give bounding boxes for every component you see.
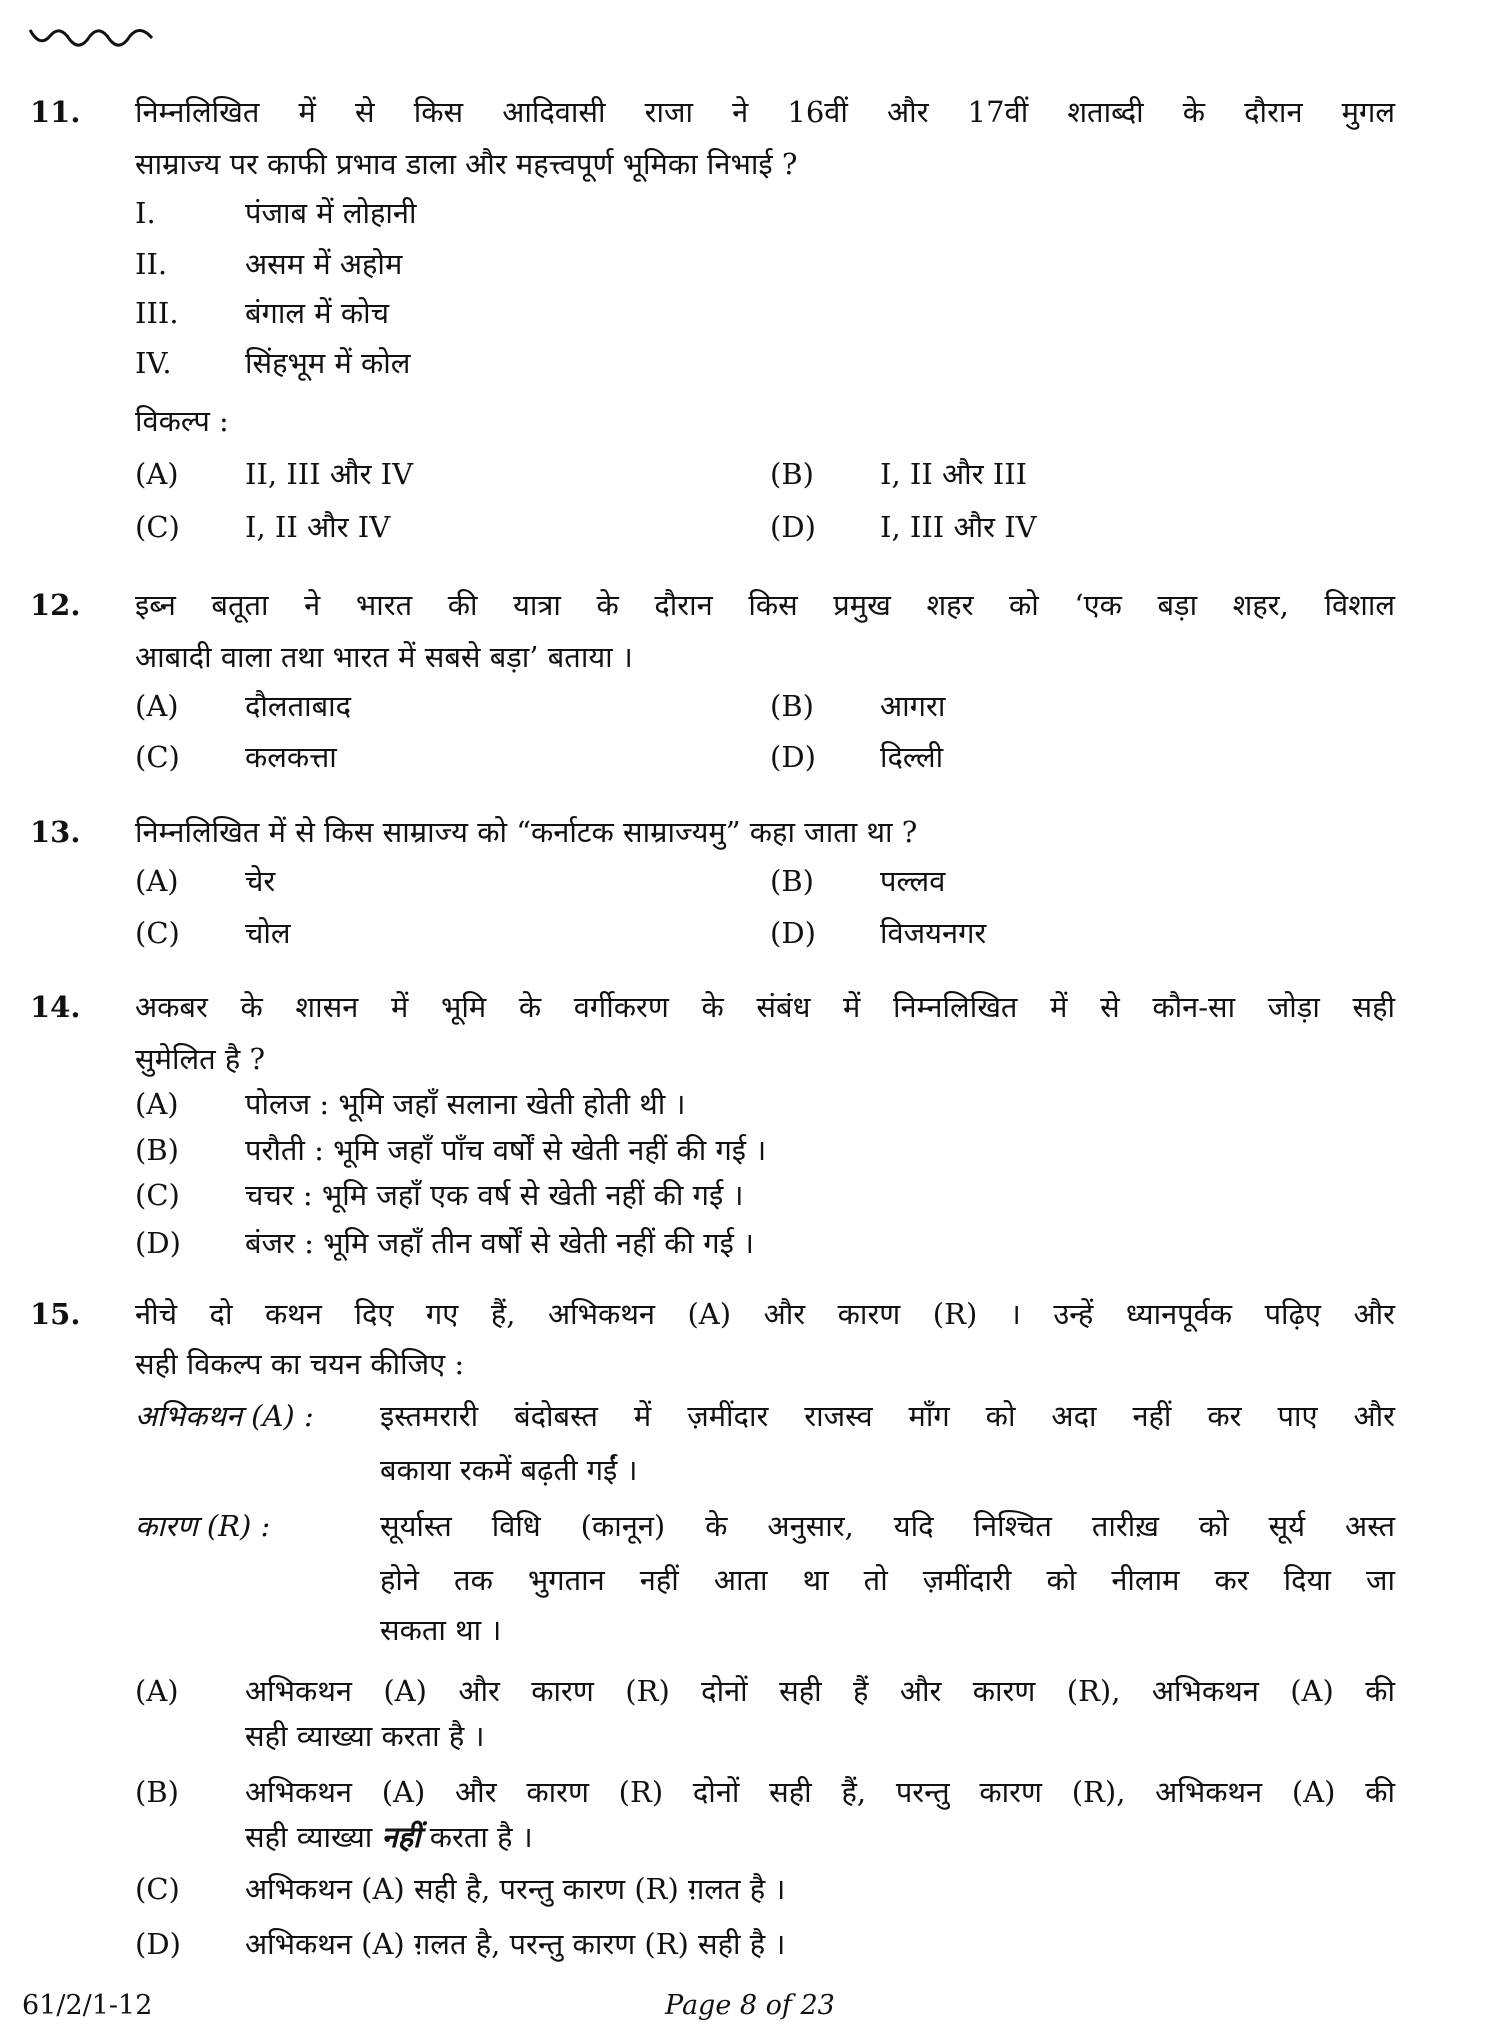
option-text: अभिकथन (A) और कारण (R) दोनों सही हैं और कारण (R), अभिकथन (A) की [245, 1674, 1395, 1708]
question-number: 13. [30, 815, 81, 849]
option-text: पल्लव [880, 864, 946, 898]
question-text: निम्नलिखित में से किस आदिवासी राजा ने 16वीं और 17वीं शताब्दी के दौरान मुगल [135, 95, 1395, 129]
option-label: (A) [135, 1674, 179, 1708]
option-label: (C) [135, 1178, 180, 1212]
assertion-text: इस्तमरारी बंदोबस्त में ज़मींदार राजस्व माँग को अदा नहीं कर पाए और [380, 1399, 1395, 1433]
option-text: दिल्ली [880, 740, 944, 774]
item-text: सिंहभूम में कोल [245, 346, 411, 380]
question-text: निम्नलिखित में से किस साम्राज्य को “कर्नाटक साम्राज्यमु” कहा जाता था ? [135, 815, 918, 849]
question-number: 11. [30, 95, 81, 129]
options-heading: विकल्प : [135, 404, 229, 438]
option-text: पोलज : भूमि जहाँ सलाना खेती होती थी । [245, 1087, 686, 1121]
reason-text: सूर्यास्त विधि (कानून) के अनुसार, यदि निश्चित तारीख़ को सूर्य अस्त [380, 1509, 1395, 1543]
question-number: 15. [30, 1297, 81, 1331]
question-text: इब्न बतूता ने भारत की यात्रा के दौरान किस प्रमुख शहर को ‘एक बड़ा शहर, विशाल [135, 588, 1395, 622]
option-text [245, 1817, 533, 1857]
page-number: Page 8 of 23 [665, 1990, 835, 2021]
option-label: (C) [135, 1872, 180, 1906]
option-text: कलकत्ता [245, 740, 337, 774]
option-label: (D) [770, 740, 816, 774]
option-text: चोल [245, 916, 291, 950]
item-text: पंजाब में लोहानी [245, 196, 417, 230]
item-label: I. [135, 196, 156, 230]
question-text: साम्राज्य पर काफी प्रभाव डाला और महत्त्वपूर्ण भूमिका निभाई ? [135, 147, 798, 181]
option-label: (B) [770, 864, 814, 898]
option-text: बंजर : भूमि जहाँ तीन वर्षों से खेती नहीं की गई । [245, 1226, 755, 1260]
emphasis-not: नहीं [381, 1820, 421, 1854]
option-label: (B) [135, 1133, 179, 1167]
option-label: (A) [135, 457, 179, 491]
item-text: असम में अहोम [245, 247, 403, 281]
assertion-label: अभिकथन (A) : [135, 1399, 314, 1433]
option-text: I, III और IV [880, 510, 1037, 544]
option-label: (D) [770, 916, 816, 950]
question-text: आबादी वाला तथा भारत में सबसे बड़ा’ बताया । [135, 640, 633, 674]
paper-code: 61/2/1-12 [22, 1990, 153, 2021]
assertion-text: बकाया रकमें बढ़ती गईं । [380, 1453, 638, 1487]
option-label: (D) [135, 1226, 181, 1260]
reason-text: होने तक भुगतान नहीं आता था तो ज़मींदारी को नीलाम कर दिया जा [380, 1563, 1395, 1597]
reason-label: कारण (R) : [135, 1509, 271, 1543]
wave-mark-icon [28, 22, 158, 52]
option-text: परौती : भूमि जहाँ पाँच वर्षों से खेती नहीं की गई । [245, 1133, 767, 1167]
option-label: (A) [135, 1087, 179, 1121]
option-label: (B) [135, 1775, 179, 1809]
option-label: (D) [135, 1927, 181, 1961]
option-text: सही व्याख्या करता है । [245, 1719, 485, 1753]
question-text: नीचे दो कथन दिए गए हैं, अभिकथन (A) और कारण (R) । उन्हें ध्यानपूर्वक पढ़िए और [135, 1297, 1395, 1331]
option-label: (C) [135, 510, 180, 544]
option-text: विजयनगर [880, 916, 987, 950]
reason-text: सकता था । [380, 1613, 502, 1647]
question-text: अकबर के शासन में भूमि के वर्गीकरण के संबंध में निम्नलिखित में से कौन-सा जोड़ा सही [135, 990, 1395, 1024]
option-text: चेर [245, 864, 276, 898]
question-number: 12. [30, 588, 81, 622]
item-label: II. [135, 247, 168, 281]
option-text: I, II और III [880, 457, 1028, 491]
item-label: IV. [135, 346, 172, 380]
question-text: सुमेलित है ? [135, 1042, 266, 1076]
option-text: अभिकथन (A) और कारण (R) दोनों सही हैं, परन्तु कारण (R), अभिकथन (A) की [245, 1775, 1395, 1809]
option-label: (C) [135, 916, 180, 950]
option-label: (D) [770, 510, 816, 544]
question-text: सही विकल्प का चयन कीजिए : [135, 1347, 465, 1381]
option-label: (A) [135, 864, 179, 898]
question-number: 14. [30, 990, 81, 1024]
item-label: III. [135, 296, 179, 330]
option-label: (B) [770, 457, 814, 491]
option-text: चचर : भूमि जहाँ एक वर्ष से खेती नहीं की गई । [245, 1178, 744, 1212]
option-text: दौलताबाद [245, 689, 352, 723]
item-text: बंगाल में कोच [245, 296, 390, 330]
option-text: II, III और IV [245, 457, 414, 491]
option-text: अभिकथन (A) ग़लत है, परन्तु कारण (R) सही है । [245, 1927, 786, 1961]
option-text: अभिकथन (A) सही है, परन्तु कारण (R) ग़लत है । [245, 1872, 786, 1906]
option-text: आगरा [880, 689, 946, 723]
option-label: (B) [770, 689, 814, 723]
option-text-part: सही व्याख्या [245, 1820, 373, 1854]
option-label: (A) [135, 689, 179, 723]
option-text-part: करता है । [429, 1820, 533, 1854]
option-label: (C) [135, 740, 180, 774]
option-text: I, II और IV [245, 510, 391, 544]
